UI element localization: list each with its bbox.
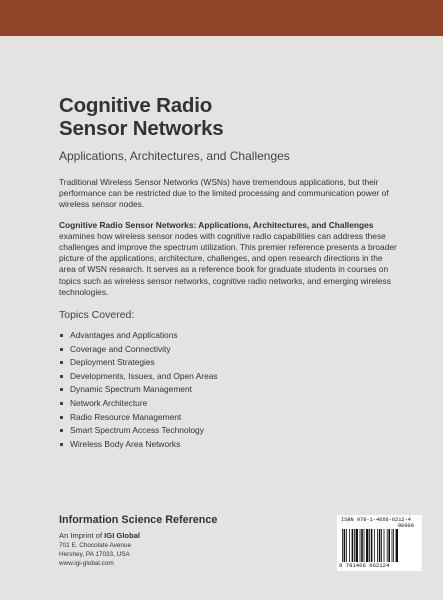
publisher-name: Information Science Reference	[59, 514, 218, 526]
publisher-block	[59, 514, 279, 569]
topic-item	[59, 424, 399, 438]
topic-label: Dynamic Spectrum Management	[70, 384, 192, 395]
title-line-2: Sensor Networks	[59, 117, 224, 140]
bullet-icon	[60, 375, 63, 378]
barcode-bars-icon	[341, 529, 419, 562]
topic-label: Smart Spectrum Access Technology	[70, 425, 204, 436]
topic-item	[59, 370, 399, 384]
title-line-1: Cognitive Radio	[59, 94, 213, 117]
imprint-prefix: An Imprint of	[59, 531, 105, 540]
topic-item	[59, 438, 399, 452]
bullet-icon	[60, 443, 63, 446]
ean-digits: 9 781466 662124	[339, 562, 390, 569]
topic-item	[59, 397, 399, 411]
topic-label: Wireless Body Area Networks	[70, 438, 181, 449]
description-paragraph-1: Traditional Wireless Sensor Networks (WSNs) have tremendous applications, but their performance can be restricted due to the limited processing and communication power of wireless sensor nodes.	[59, 177, 389, 210]
description-bold-title: Cognitive Radio Sensor Networks: Applications, Architectures, and Challenges	[59, 219, 374, 230]
publisher-address-line-2: Hershey, PA 17033, USA	[59, 551, 130, 559]
topic-label: Network Architecture	[70, 398, 148, 408]
publisher-website: www.igi-global.com	[59, 560, 114, 568]
topic-label: Deployment Strategies	[70, 357, 155, 368]
topic-label: Developments, Issues, and Open Areas	[70, 370, 218, 381]
back-cover-content	[59, 36, 399, 451]
publisher-address-line-1: 701 E. Chocolate Avenue	[59, 542, 132, 549]
description-body: examines how wireless sensor nodes with cognitive radio capabilities can address these challenges and improve the spectrum utilization. This premier reference presents a broader picture of the applications, architecture, challenges, and open research directions in the area of WSN research. It serves as a reference book for graduate students in courses on topics such as wireless sensor networks, cognitive radio networks, and emerging wireless technologies.	[59, 230, 397, 297]
topic-item	[59, 343, 399, 357]
topics-list	[59, 329, 399, 451]
bullet-icon	[60, 348, 63, 351]
bullet-icon	[60, 361, 63, 364]
isbn-text: ISBN 978-1-4666-6212-4	[341, 517, 411, 523]
topic-label: Advantages and Applications	[70, 330, 178, 341]
isbn-barcode	[337, 515, 422, 571]
bullet-icon	[60, 416, 63, 419]
topic-label: Coverage and Connectivity	[70, 343, 171, 354]
description-paragraph-2	[59, 220, 399, 298]
book-title	[59, 94, 399, 140]
topic-item	[59, 356, 399, 370]
book-subtitle: Applications, Architectures, and Challenges	[59, 149, 290, 163]
topic-item	[59, 411, 399, 425]
bullet-icon	[60, 429, 63, 432]
imprint-name: IGI Global	[104, 531, 141, 540]
publisher-imprint	[59, 531, 279, 541]
topic-label: Radio Resource Management	[70, 411, 182, 422]
top-color-band	[0, 0, 443, 36]
topics-heading: Topics Covered:	[59, 309, 135, 322]
topic-item	[59, 383, 399, 397]
topic-item	[59, 329, 399, 343]
bullet-icon	[60, 402, 63, 405]
bullet-icon	[60, 334, 63, 337]
price-code: 90000	[398, 523, 414, 529]
bullet-icon	[60, 388, 63, 391]
